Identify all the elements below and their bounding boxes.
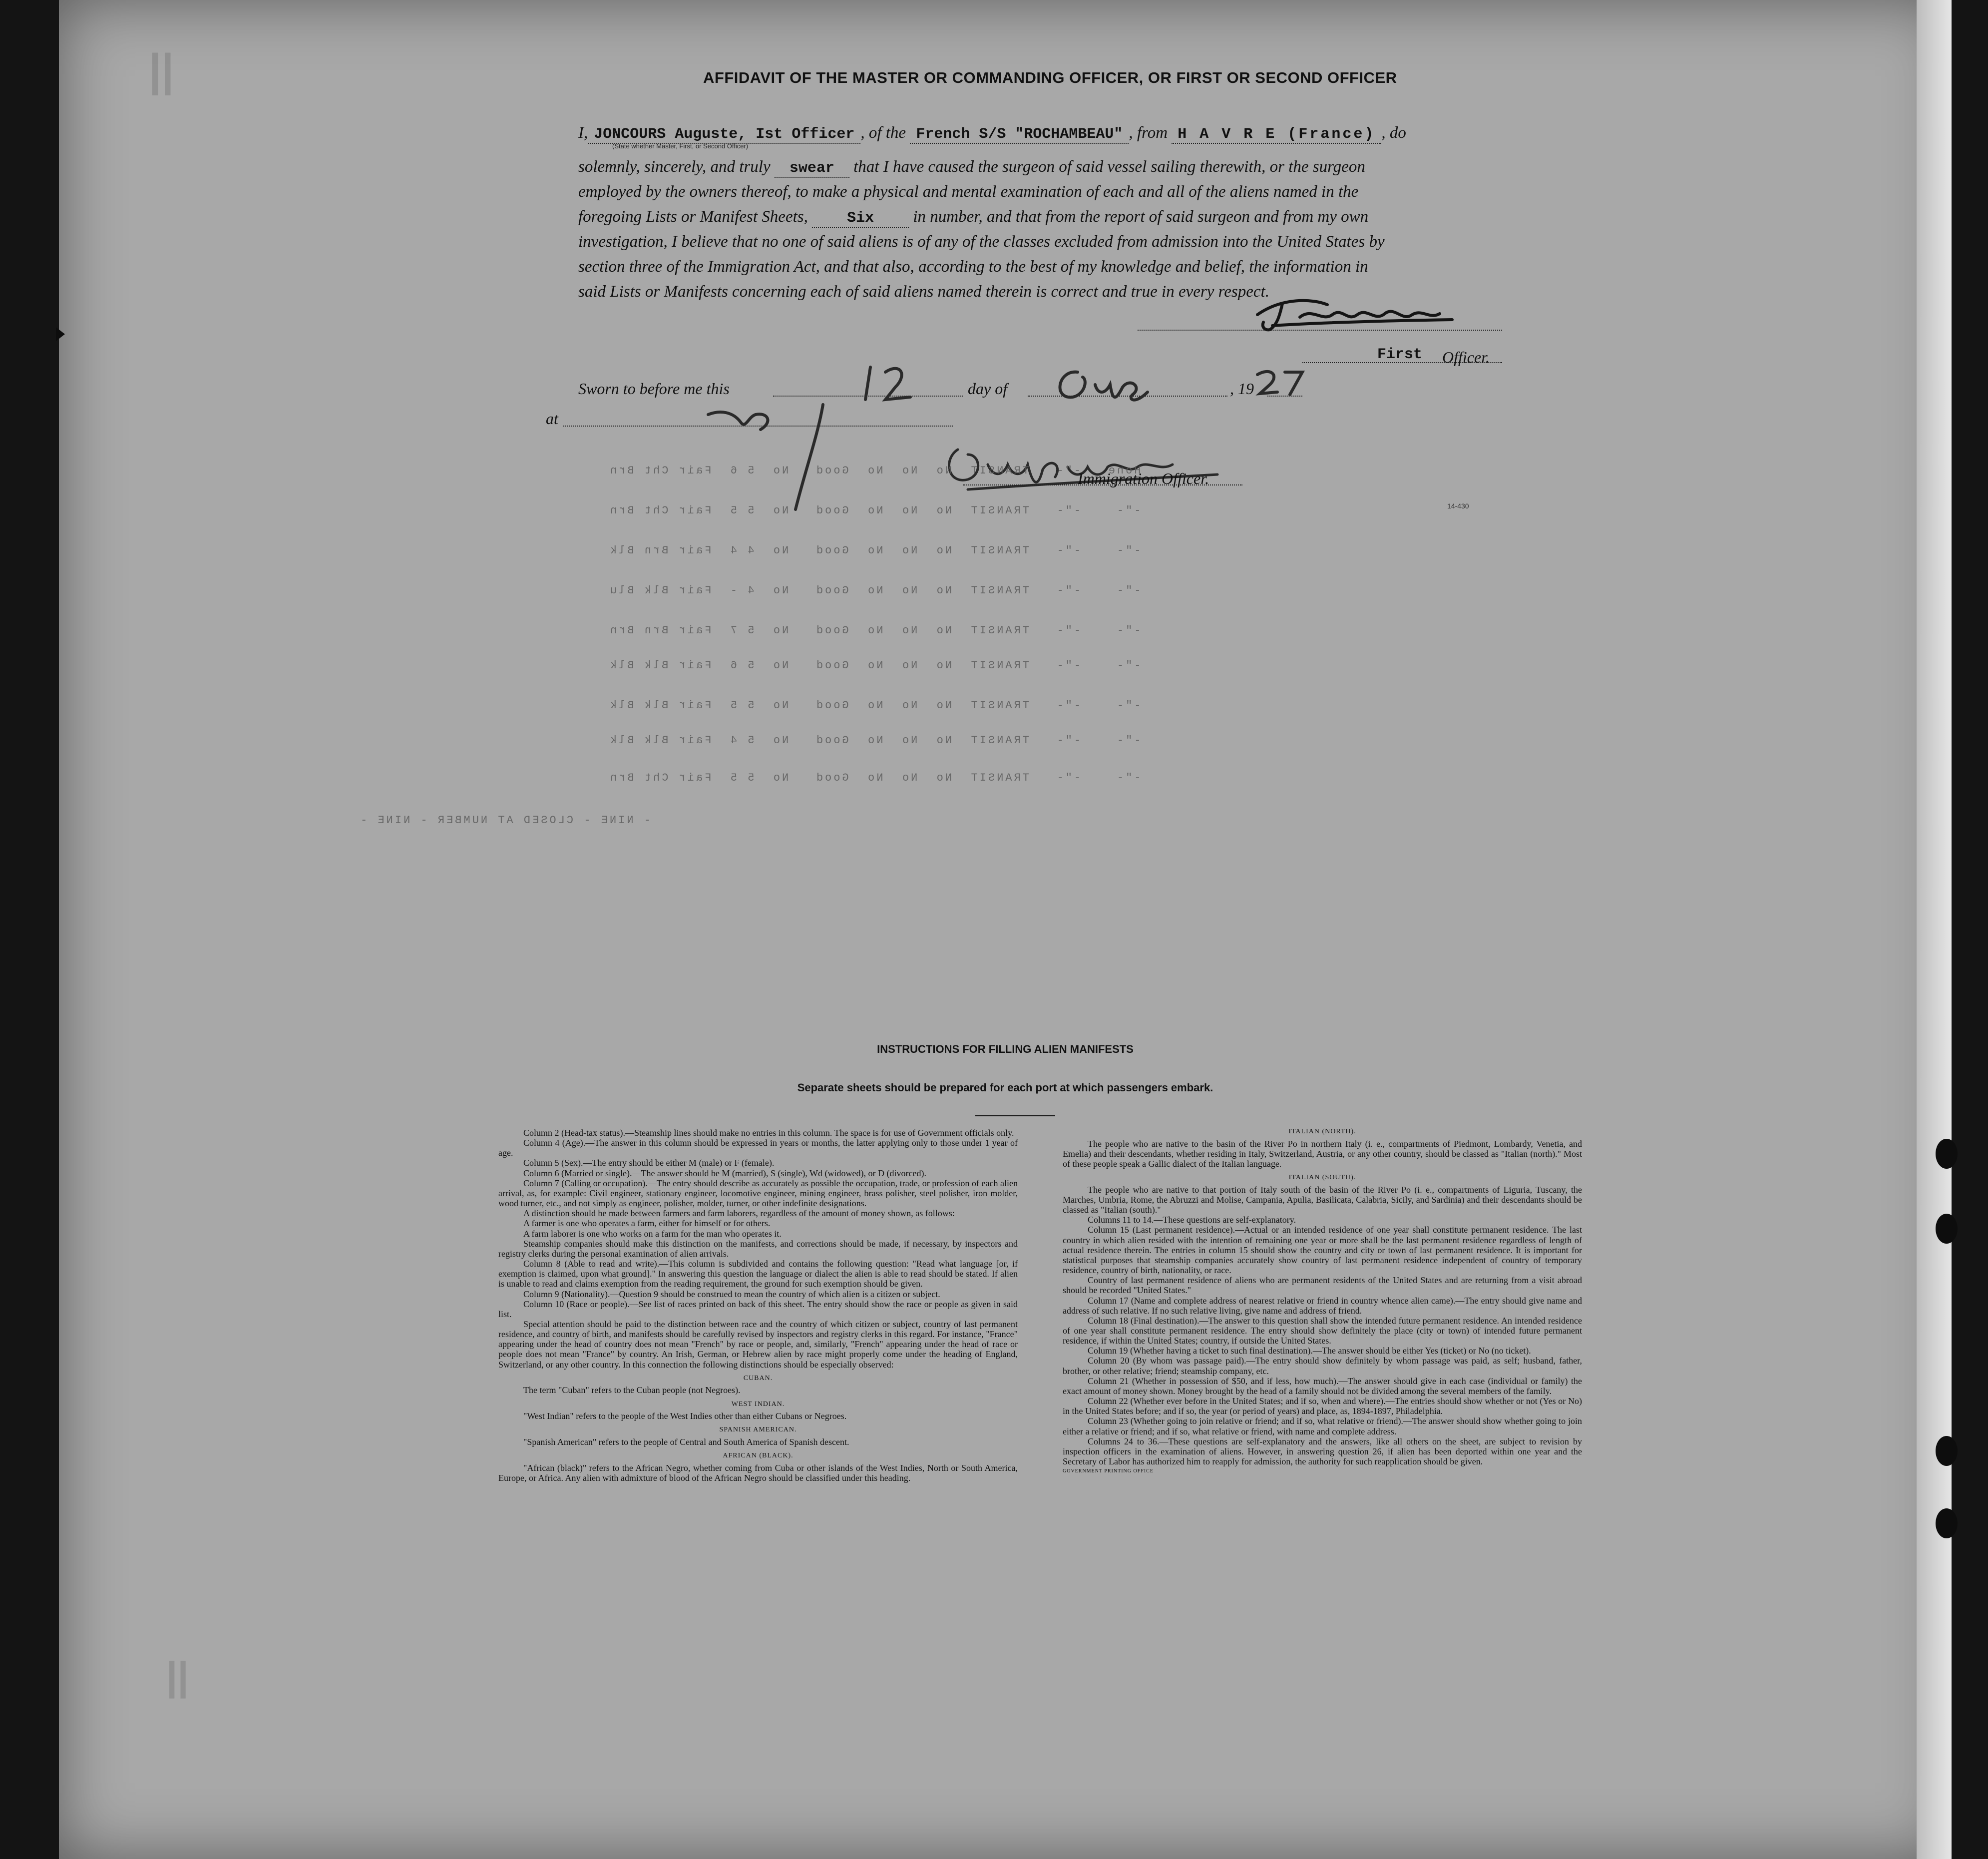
- port-field: H A V R E (France): [1172, 126, 1381, 144]
- instruction-paragraph: Column 10 (Race or people).—See list of races printed on back of this sheet. The entry should show the race or people as given in said list.: [498, 1299, 1018, 1319]
- bleed-mark-bottom: ||: [166, 1654, 189, 1698]
- instruction-paragraph: Column 2 (Head-tax status).—Steamship lines should make no entries in this column. The space is for use of Government officials only.: [523, 1128, 1014, 1138]
- affidavit-from-text: , from: [1129, 124, 1168, 142]
- african-definition: "African (black)" refers to the African Negro, whether coming from Cuba or other islands of the West Indies, North or South America, Europe, or Africa. Any alien with admixture of blood of the African Negro should be classified under this heading.: [498, 1462, 1018, 1483]
- instruction-paragraph: Column 6 (Married or single).—The answer should be M (married), S (single), Wd (widowed), or D (divorced).: [523, 1168, 926, 1178]
- west-indian-definition: "West Indian" refers to the people of the West Indies other than either Cubans or Negroes.: [523, 1411, 847, 1421]
- instruction-paragraph: Column 18 (Final destination).—The answer to this question shall show the intended future permanent residence. An intended residence of one year shall constitute permanent residence. The entry should show definitely the place (city or town) of intended future permanent residence, if within the United States; country, if outside the United States.: [1063, 1315, 1582, 1346]
- affidavit-number-text: in number, and that from the report of said surgeon and from my own: [913, 208, 1369, 226]
- printing-office-mark: GOVERNMENT PRINTING OFFICE: [1063, 1468, 1154, 1474]
- ghost-row: -"- -"- TRANSIT No No No Good No 5 6 Fair Blk Blk: [608, 659, 1141, 672]
- instruction-paragraph: Columns 11 to 14.—These questions are self-explanatory.: [1088, 1215, 1296, 1225]
- affidavit-of-text: , of the: [860, 124, 906, 142]
- oath-field: swear: [775, 160, 849, 178]
- punch-hole: [1936, 1436, 1958, 1466]
- instructions-title: INSTRUCTIONS FOR FILLING ALIEN MANIFESTS: [877, 1043, 1134, 1055]
- instruction-paragraph: Steamship companies should make this distinction on the manifests, and corrections should be made, if necessary, by inspectors and registry clerks during the personal examination of alien arrivals.: [498, 1238, 1018, 1259]
- italian-south-definition: The people who are native to that portion of Italy south of the basin of the River Po (i. e., compartments of Liguria, Tuscany, the Marches, Umbria, Rome, the Abruzzi and Molise, Campania, Apulia, Basilicata, Calabria, Sicily, and Sardinia) and their descendants should be classed as "Italian (south).": [1063, 1184, 1582, 1215]
- italian-north-heading: ITALIAN (NORTH).: [1288, 1128, 1356, 1135]
- affidavit-do-text: , do: [1381, 124, 1406, 142]
- ghost-row: -"- -"- TRANSIT No No No Good No 5 5 Fair Cht Brn: [608, 772, 1141, 784]
- west-indian-heading: WEST INDIAN.: [731, 1400, 785, 1408]
- bleed-mark-top: ||: [149, 45, 174, 95]
- ghost-row: -"- -"- TRANSIT No No No Good No 5 4 Fair Blk Blk: [608, 734, 1141, 747]
- punch-hole: [1936, 1508, 1958, 1538]
- instruction-paragraph: Column 22 (Whether ever before in the United States; and if so, when and where).—The entries should show whether or not (Yes or No) in the United States before; and if so, the year (or period of years) and place, as, 1894-1897, Philadelphia.: [1063, 1396, 1582, 1416]
- affidavit-surgeon-text: that I have caused the surgeon of said vessel sailing therewith, or the surgeon: [853, 158, 1365, 176]
- ghost-row: -"- -"- TRANSIT No No No Good No 5 5 Fair Blk Blk: [608, 699, 1141, 712]
- ghost-row: Hone -"- TRANSIT No No No Good No 5 6 Fair Cht Brn: [608, 465, 1141, 477]
- spanish-american-heading: SPANISH AMERICAN.: [719, 1426, 797, 1434]
- manifest-sheet: [59, 0, 1952, 1859]
- italian-south-heading: ITALIAN (SOUTH).: [1288, 1174, 1356, 1182]
- instruction-paragraph: Column 15 (Last permanent residence).—Actual or an intended residence of one year shall constitute permanent residence. The last country in which alien resided with the intention of remaining one year or more shall be the last permanent residence regardless of length of actual residence therein. The entries in column 15 should show the country and city or town of last permanent residence. It is important for statistical purposes that steamship companies accurately show country of last permanent residence independent of country of temporary residence, country of birth, nationality, or race.: [1063, 1225, 1582, 1276]
- ghost-row: -"- -"- TRANSIT No No No Good No 4 - Fair Blk Blu: [608, 584, 1141, 597]
- sworn-day-label: day of: [968, 380, 1008, 398]
- rank-hint: (State whether Master, First, or Second Officer): [612, 142, 749, 150]
- affidavit-title: AFFIDAVIT OF THE MASTER OR COMMANDING OFFICER, OR FIRST OR SECOND OFFICER: [703, 69, 1397, 86]
- instructions-left-column: [498, 1128, 1018, 1483]
- instruction-paragraph: A distinction should be made between farmers and farm laborers, regardless of the amount of money shown, as follows:: [523, 1208, 955, 1219]
- instruction-paragraph: Country of last permanent residence of aliens who are permanent residents of the United States and are returning from a visit abroad should be recorded "United States.": [1063, 1275, 1582, 1296]
- ghost-closed-text: - NINE - CLOSED AT NUMBER - NINE -: [359, 814, 651, 827]
- instruction-paragraph: Columns 24 to 36.—These questions are self-explanatory and the answers, like all others on the sheet, are subject to revision by inspection officers in the examination of aliens. However, in answering question 26, if alien has been deported within one year and the Secretary of Labor has authorized him to reapply for admission, the authority for such reapplication should be given.: [1063, 1436, 1582, 1467]
- sworn-text: Sworn to before me this: [578, 380, 730, 398]
- instruction-paragraph: Special attention should be paid to the distinction between race and the country of which citizen or subject, country of last permanent residence, and country of birth, and manifests should be carefully revised by inspectors and registry clerks in this regard. For instance, "France" appearing under the head of country does not mean "French" by race or people, and, similarly, "French" appearing under the head of race or people does not mean "France" by country. An Irish, German, or Hebrew alien by race might properly come under the heading of England, Switzerland, or any other country. In this connection the following distinctions should be especially observed:: [498, 1319, 1018, 1370]
- instruction-paragraph: A farm laborer is one who works on a farm for the man who operates it.: [523, 1228, 782, 1239]
- instruction-paragraph: Column 20 (By whom was passage paid).—The entry should show definitely by whom passage was paid, as self; husband, father, brother, or other relative; friend; steamship company, etc.: [1063, 1356, 1582, 1376]
- instruction-paragraph: Column 19 (Whether having a ticket to such final destination).—The answer should be either Yes (ticket) or No (no ticket).: [1088, 1346, 1531, 1356]
- affidavit-prefix: I,: [578, 124, 588, 142]
- edge-notch: [56, 327, 65, 341]
- affidavit-line-7: said Lists or Manifests concerning each of said aliens named therein is correct and true in every respect.: [578, 283, 1269, 301]
- officer-rank-field: First: [1377, 346, 1423, 363]
- sworn-year-label: , 19: [1230, 380, 1254, 398]
- ghost-row: -"- -"- TRANSIT No No No Good No 4 4 Fair Brn Blk: [608, 544, 1141, 557]
- ghost-row: -"- -"- TRANSIT No No No Good No 5 7 Fair Brn Brn: [608, 624, 1141, 637]
- reverse-bleed-through: [59, 0, 1952, 849]
- affidavit-foregoing-text: foregoing Lists or Manifest Sheets,: [578, 208, 808, 226]
- officer-name-field: JONCOURS Auguste, Ist Officer: [588, 126, 860, 144]
- affidavit-line-3: employed by the owners thereof, to make a physical and mental examination of each and all of the aliens named in the: [578, 183, 1359, 201]
- instruction-paragraph: Column 17 (Name and complete address of nearest relative or friend in country whence alien came).—The entry should give name and address of such relative. If no such relative living, give name and address of friend.: [1063, 1295, 1582, 1316]
- italian-north-definition: The people who are native to the basin of the River Po in northern Italy (i. e., compartments of Piedmont, Lombardy, Venetia, and Emelia) and their descendants, whether residing in Italy, Switzerland, Austria, or any other country, should be classed as "Italian (north)." Most of these people speak a Gallic dialect of the Italian language.: [1063, 1138, 1582, 1169]
- sheet-count-field: Six: [812, 210, 909, 228]
- instruction-paragraph: Column 9 (Nationality).—Question 9 should be construed to mean the country of which alien is a citizen or subject.: [523, 1289, 940, 1299]
- ghost-row: -"- -"- TRANSIT No No No Good No 5 5 Fair Cht Brn: [608, 504, 1141, 517]
- ship-name-field: French S/S "ROCHAMBEAU": [910, 126, 1129, 144]
- immigration-officer-label: Immigration Officer.: [1078, 469, 1209, 487]
- ghost-small-number: 14-430: [1447, 502, 1469, 510]
- instruction-paragraph: Column 7 (Calling or occupation).—The entry should describe as accurately as possible the occupation, trade, or profession of each alien arrival, as, for example: Civil engineer, stationary engineer, locomotive engineer, mining engineer, brass polisher, steel polisher, iron molder, wood turner, etc., and not simply as engineer, polisher, molder, turner, or other indefinite designations.: [498, 1178, 1018, 1209]
- punch-hole: [1936, 1214, 1958, 1244]
- at-label: at: [546, 410, 558, 428]
- cuban-definition: The term "Cuban" refers to the Cuban people (not Negroes).: [523, 1385, 741, 1395]
- instruction-paragraph: Column 5 (Sex).—The entry should be either M (male) or F (female).: [523, 1158, 775, 1168]
- spanish-american-definition: "Spanish American" refers to the people of Central and South America of Spanish descent.: [523, 1437, 849, 1447]
- cuban-heading: CUBAN.: [743, 1374, 773, 1382]
- african-heading: AFRICAN (BLACK).: [723, 1452, 794, 1460]
- affidavit-line-5: investigation, I believe that no one of said aliens is of any of the classes excluded from admission into the United States by: [578, 233, 1385, 251]
- instructions-subtitle: Separate sheets should be prepared for each port at which passengers embark.: [797, 1081, 1213, 1094]
- instruction-paragraph: Column 23 (Whether going to join relative or friend; and if so, what relative or friend).—The answer should show whether going to join either a relative or friend; and if so, what relative or friend, with name and complete address.: [1063, 1416, 1582, 1436]
- instruction-paragraph: Column 8 (Able to read and write).—This column is subdivided and contains the following question: "Read what language [or, if exemption is claimed, upon what ground]." In answering this question the language or dialect the alien is able to read should be stated. If alien is unable to read and claims exemption from the reading requirement, the ground for such exemption should be given.: [498, 1259, 1018, 1289]
- affidavit-solemnly-text: solemnly, sincerely, and truly: [578, 158, 771, 176]
- instructions-divider: [975, 1115, 1055, 1116]
- instruction-paragraph: A farmer is one who operates a farm, either for himself or for others.: [523, 1218, 771, 1229]
- punch-hole: [1936, 1139, 1958, 1169]
- instruction-paragraph: Column 21 (Whether in possession of $50, and if less, how much).—The answer should give in each case (individual or family) the exact amount of money shown. Money brought by the head of a family should not be divided among the several members of the family.: [1063, 1376, 1582, 1396]
- instructions-right-column: [1063, 1128, 1582, 1474]
- instruction-paragraph: Column 4 (Age).—The answer in this column should be expressed in years or months, the latter applying only to those under 1 year of age.: [498, 1138, 1018, 1158]
- officer-label: Officer.: [1442, 348, 1490, 366]
- affidavit-line-6: section three of the Immigration Act, and that also, according to the best of my knowledge and belief, the information in: [578, 258, 1368, 276]
